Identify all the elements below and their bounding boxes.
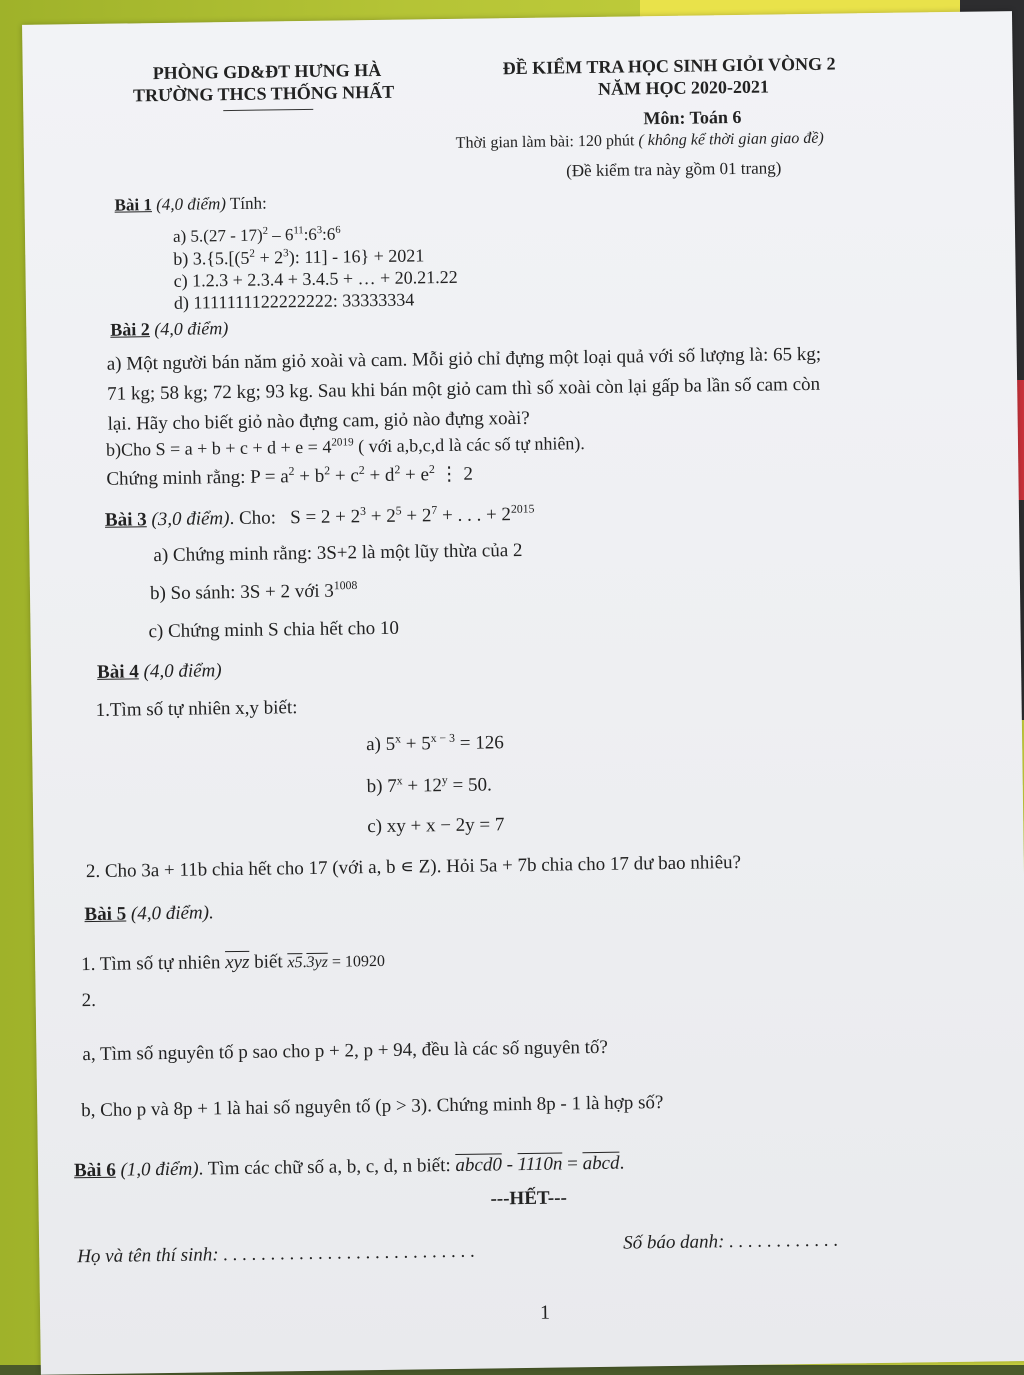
bai3-b-text: b) So sánh: 3S + 2 với 3 [149, 580, 334, 605]
bai4-title: Bài 4 [96, 661, 139, 683]
bai4-b [367, 774, 492, 798]
bai6-end: . [619, 1152, 625, 1174]
exam-subject: Môn: Toán 6 [643, 106, 742, 129]
bai4-q1: 1.Tìm số tự nhiên x,y biết: [95, 697, 298, 721]
bai6-abcd0: abcd0 [455, 1154, 503, 1176]
bai4-b-exp: y [441, 773, 448, 787]
exam-title: ĐỀ KIỂM TRA HỌC SINH GIỎI VÒNG 2 [502, 53, 836, 79]
bai2-b-line1 [106, 433, 585, 461]
bai5-q1 [81, 950, 385, 976]
bai1-a-exp: 6 [335, 224, 341, 236]
bai2-b-exp: 2 [394, 463, 401, 477]
bai2-b-text: ( với a,b,c,d là các số tự nhiên). [353, 433, 585, 457]
bai3-s-text: + 2 [365, 505, 396, 528]
bai3-title: Bài 3 [104, 509, 147, 531]
bai4-q2: 2. Cho 3a + 11b chia hết cho 17 (với a, b ∊ Z). Hỏi 5a + 7b chia cho 17 dư bao nhiêu? [85, 851, 742, 883]
bai2-b-line2 [106, 463, 473, 491]
header-underline [223, 109, 313, 111]
bai5-dot: . [302, 954, 307, 972]
bai4-a-text: a) 5 [365, 733, 396, 756]
bai1-b-exp: 3 [283, 247, 289, 260]
bai2-b-text: + c [330, 465, 360, 487]
bai6-1110n: 1110n [517, 1153, 563, 1176]
exam-time-note: ( không kể thời gian giao đề) [638, 129, 824, 150]
bai3-intro: . Cho: [229, 507, 277, 530]
bai3-s-text: S = 2 + 2 [290, 506, 361, 529]
candidate-name-line [77, 1241, 475, 1269]
bai2-b-text: Chứng minh rằng: P = a [106, 466, 289, 490]
bai3-s-exp: 2015 [510, 502, 535, 516]
bai4-a-exp: x − 3 [430, 731, 456, 745]
bai1-b-text: + 2 [254, 247, 284, 268]
bai5-qb: b, Cho p và 8p + 1 là hai số nguyên tố (p > 3). Chứng minh 8p - 1 là hợp số? [81, 1092, 664, 1122]
bai4-points: (4,0 điểm) [143, 660, 222, 683]
bai5-q2: 2. [81, 989, 97, 1012]
bai3-s-text: + 2 [401, 505, 432, 527]
bai5-points: (4,0 điểm). [130, 902, 214, 925]
bai6-points: (1,0 điểm) [120, 1158, 199, 1181]
bai6-title: Bài 6 [73, 1159, 116, 1182]
bai5-q1-text: 1. Tìm số tự nhiên [81, 952, 226, 976]
bai2-b-exp: 2 [358, 463, 365, 477]
bai4-a-exp: x [394, 732, 402, 746]
page-number: 1 [539, 1301, 551, 1324]
bai1-a-text: :6 [321, 224, 336, 244]
bai4-a-text: = 126 [454, 732, 504, 754]
bai4-heading [97, 660, 222, 684]
bai4-a-text: + 5 [400, 733, 431, 755]
bai2-heading [110, 318, 228, 341]
bai3-heading [105, 504, 535, 532]
bai5-title: Bài 5 [84, 903, 127, 926]
bai6-eq: = [562, 1153, 583, 1175]
bai4-b-text: b) 7 [366, 775, 397, 798]
header-dept: PHÒNG GD&ĐT HƯNG HÀ [152, 59, 382, 84]
bai2-b-text: + b [294, 465, 325, 488]
bai6 [74, 1153, 625, 1183]
bai1-points: (4,0 điểm) [155, 194, 227, 215]
bai1-c: c) 1.2.3 + 2.3.4 + 3.4.5 + … + 20.21.22 [173, 266, 458, 291]
exam-time-text: Thời gian làm bài: 120 phút [455, 132, 635, 152]
bai3-a: a) Chứng minh rằng: 3S+2 là một lũy thừa của 2 [153, 539, 523, 567]
bai4-b-text: = 50. [447, 774, 492, 797]
bai1-b [173, 245, 424, 270]
bai2-b-exp: 2019 [331, 436, 354, 449]
bai1-a-text: :6 [303, 224, 317, 244]
bai1-a-text: a) 5.(27 - 17) [172, 225, 263, 246]
exam-year: NĂM HỌC 2020-2021 [597, 76, 770, 99]
exam-time [456, 130, 824, 153]
bai4-a [366, 732, 504, 756]
bai5-xyz: $\overline{xyz}$ [225, 951, 250, 974]
bai5-q1-text: = 10920 [327, 952, 386, 971]
candidate-name-dots: . . . . . . . . . . . . . . . . . . . . . . . . . . . [223, 1240, 476, 1266]
bai1-a-exp: 3 [316, 225, 323, 237]
bai1-d: d) 1111111122222222: 33333334 [173, 289, 415, 313]
bai1-instruction: Tính: [229, 193, 267, 214]
bai3-c: c) Chứng minh S chia hết cho 10 [148, 617, 400, 643]
bai3-s-exp: 3 [360, 504, 367, 518]
bai2-b-text: b)Cho S = a + b + c + d + e = 4 [105, 436, 332, 460]
bai3-b-exp: 1008 [333, 578, 358, 593]
bai4-b-text: + 12 [402, 775, 443, 797]
bai1-a-exp: 2 [262, 225, 268, 237]
bai2-title: Bài 2 [110, 319, 150, 340]
exam-pages-note: (Đề kiểm tra này gồm 01 trang) [566, 158, 782, 181]
bai5-heading [84, 902, 214, 926]
bai1-a [173, 224, 341, 246]
bai5-x5: x5 [287, 954, 303, 972]
header-school: TRƯỜNG THCS THỐNG NHẤT [132, 81, 395, 106]
bai2-a-line2: 71 kg; 58 kg; 72 kg; 93 kg. Sau khi bán một giỏ cam thì số xoài còn lại gấp ba lần số cam còn [107, 373, 821, 405]
candidate-number-dots: . . . . . . . . . . . . [729, 1229, 839, 1253]
bai4-b-exp: x [396, 774, 403, 788]
bai2-b-exp: 2 [324, 464, 331, 478]
bai2-b-text: + e [400, 464, 430, 486]
bai6-abcd: abcd [582, 1152, 620, 1175]
bai3-points: (3,0 điểm) [151, 508, 230, 531]
end-marker: ---HẾT--- [490, 1187, 567, 1210]
bai5-q1-text: biết [249, 951, 288, 973]
candidate-number-label: Số báo danh: [622, 1231, 725, 1254]
bai2-a-line3: lại. Hãy cho biết giỏ nào đựng cam, giỏ nào đựng xoài? [107, 407, 530, 435]
bai1-title: Bài 1 [114, 195, 153, 215]
bai1-b-text: ): 11] - 16} + 2021 [288, 245, 425, 268]
candidate-name-label: Họ và tên thí sinh: [77, 1244, 219, 1268]
bai2-b-text: + d [364, 464, 395, 487]
bai3-s-exp: 5 [395, 504, 402, 518]
bai1-heading [114, 194, 266, 216]
bai6-text: . Tìm các chữ số a, b, c, d, n biết: [198, 1154, 456, 1180]
bai2-b-text: ⋮ 2 [434, 463, 474, 486]
bai2-b-exp: 2 [428, 462, 435, 476]
bai1-a-text: – 6 [267, 225, 294, 245]
bai3-b [150, 580, 358, 605]
bai6-minus: - [501, 1154, 518, 1176]
bai5-3yz: 3yz [306, 953, 329, 972]
bai3-s-exp: 7 [431, 503, 438, 517]
bai2-points: (4,0 điểm) [154, 318, 229, 340]
bai1-b-exp: 2 [249, 247, 256, 260]
bai5-qa: a, Tìm số nguyên tố p sao cho p + 2, p + 94, đều là các số nguyên tố? [82, 1036, 609, 1066]
bai1-b-text: b) 3.{5.[(5 [173, 247, 250, 269]
bai3-s-text: + . . . + 2 [437, 504, 512, 527]
bai4-c: c) xy + x − 2y = 7 [367, 814, 505, 838]
exam-paper [22, 11, 1024, 1375]
bai2-a-line1: a) Một người bán năm giỏ xoài và cam. Mỗi giỏ chỉ đựng một loại quả với số lượng là: 65 kg; [106, 343, 822, 375]
bai2-b-exp: 2 [288, 464, 295, 478]
candidate-number-line [623, 1230, 839, 1255]
bai1-a-exp: 11 [293, 225, 304, 237]
